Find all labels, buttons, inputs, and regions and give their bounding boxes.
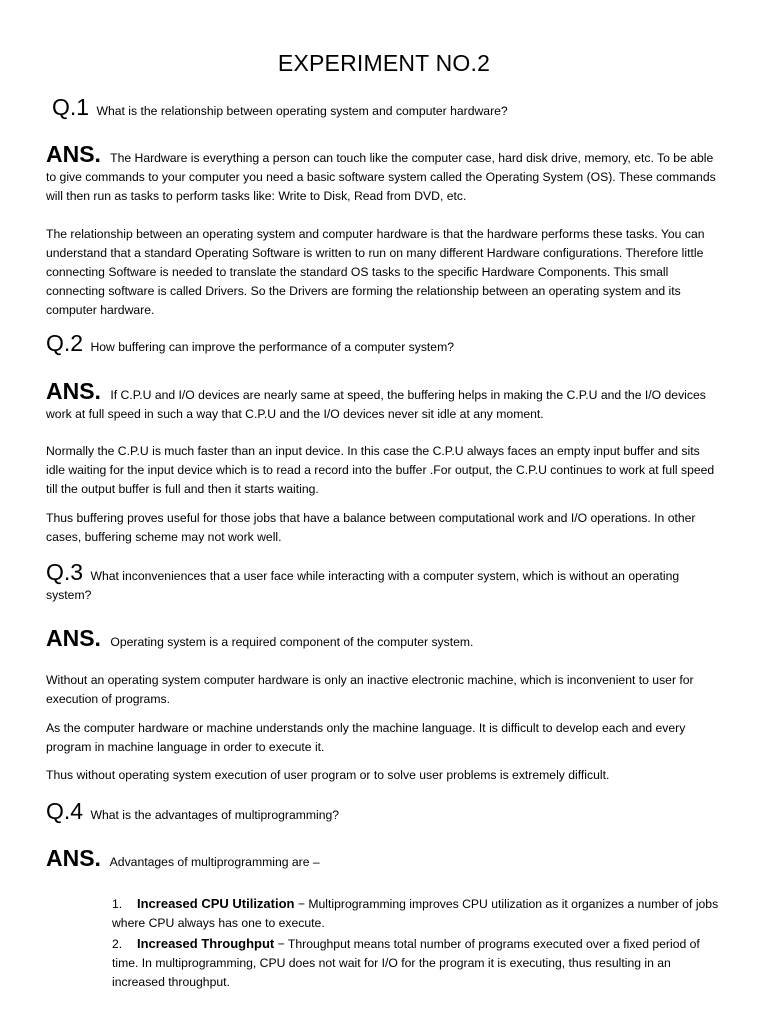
answer-label: ANS.	[46, 845, 101, 871]
list-item	[112, 934, 724, 992]
question-text: How buffering can improve the performance of a computer system?	[90, 340, 455, 354]
list-item-number: 1.	[112, 897, 123, 911]
answer-label: ANS.	[46, 625, 101, 651]
question-text: What inconveniences that a user face while interacting with a computer system, which is without an operating system?	[46, 569, 680, 602]
question-text: What is the advantages of multiprogramming?	[90, 808, 340, 822]
answer-2-paragraph-3: Thus buffering proves useful for those jobs that have a balance between computational work and I/O operations. In other cases, buffering scheme may not work well.	[46, 511, 696, 544]
answer-1-paragraph-2: The relationship between an operating system and computer hardware is that the hardware performs these tasks. You can understand that a standard Operating Software is written to run on many different Hardware configurations. Therefore little connecting Software is needed to translate the standard OS tasks to the specific Hardware Components. This small connecting software is called Drivers. So the Drivers are forming the relationship between an operating system and its computer hardware.	[46, 227, 705, 317]
question-4	[46, 798, 726, 825]
answer-2	[46, 378, 726, 424]
question-3	[46, 559, 726, 605]
answer-4	[46, 845, 726, 872]
answer-3-paragraph-3: As the computer hardware or machine understands only the machine language. It is difficult to develop each and every program in machine language in order to execute it.	[46, 721, 686, 754]
list-item	[112, 894, 724, 933]
list-item-text: − Throughput means total number of programs executed over a fixed period of time. In multiprogramming, CPU does not wait for I/O for the program it is executing, thus resulting in an increased throughput.	[112, 937, 700, 989]
question-1	[46, 94, 726, 121]
answer-text: Advantages of multiprogramming are –	[109, 855, 320, 869]
answer-label: ANS.	[46, 378, 101, 404]
question-label: Q.2	[46, 330, 84, 356]
question-label: Q.1	[52, 94, 90, 120]
answer-label: ANS.	[46, 141, 101, 167]
question-text: What is the relationship between operating system and computer hardware?	[96, 104, 508, 118]
page-title: EXPERIMENT NO.2	[277, 50, 491, 76]
answer-text: Operating system is a required component of the computer system.	[110, 635, 474, 649]
answer-1	[46, 141, 726, 206]
question-2	[46, 330, 726, 357]
question-label: Q.4	[46, 798, 84, 824]
question-label: Q.3	[46, 559, 84, 585]
list-item-term: Increased Throughput	[137, 936, 275, 951]
list-item-number: 2.	[112, 937, 123, 951]
answer-3	[46, 625, 726, 652]
answer-3-paragraph-2: Without an operating system computer hardware is only an inactive electronic machine, which is inconvenient to user for execution of programs.	[46, 673, 694, 706]
answer-text: If C.P.U and I/O devices are nearly same at speed, the buffering helps in making the C.P.U and the I/O devices work at full speed in such a way that C.P.U and the I/O devices never sit idle at any moment.	[46, 388, 706, 421]
list-item-text: − Multiprogramming improves CPU utilization as it organizes a number of jobs where CPU always has one to execute.	[112, 897, 719, 930]
answer-3-paragraph-4: Thus without operating system execution of user program or to solve user problems is extremely difficult.	[46, 768, 610, 782]
answer-2-paragraph-2: Normally the C.P.U is much faster than an input device. In this case the C.P.U always faces an empty input buffer and sits idle waiting for the input device which is to read a record into the buffer .For output, the C.P.U continues to work at full speed till the output buffer is full and then it starts waiting.	[46, 444, 715, 496]
list-item-term: Increased CPU Utilization	[137, 896, 295, 911]
answer-text: The Hardware is everything a person can touch like the computer case, hard disk drive, memory, etc. To be able to give commands to your computer you need a basic software system called the Operating System (OS). These commands will then run as tasks to perform tasks like: Write to Disk, Read from DVD, etc.	[46, 151, 716, 203]
